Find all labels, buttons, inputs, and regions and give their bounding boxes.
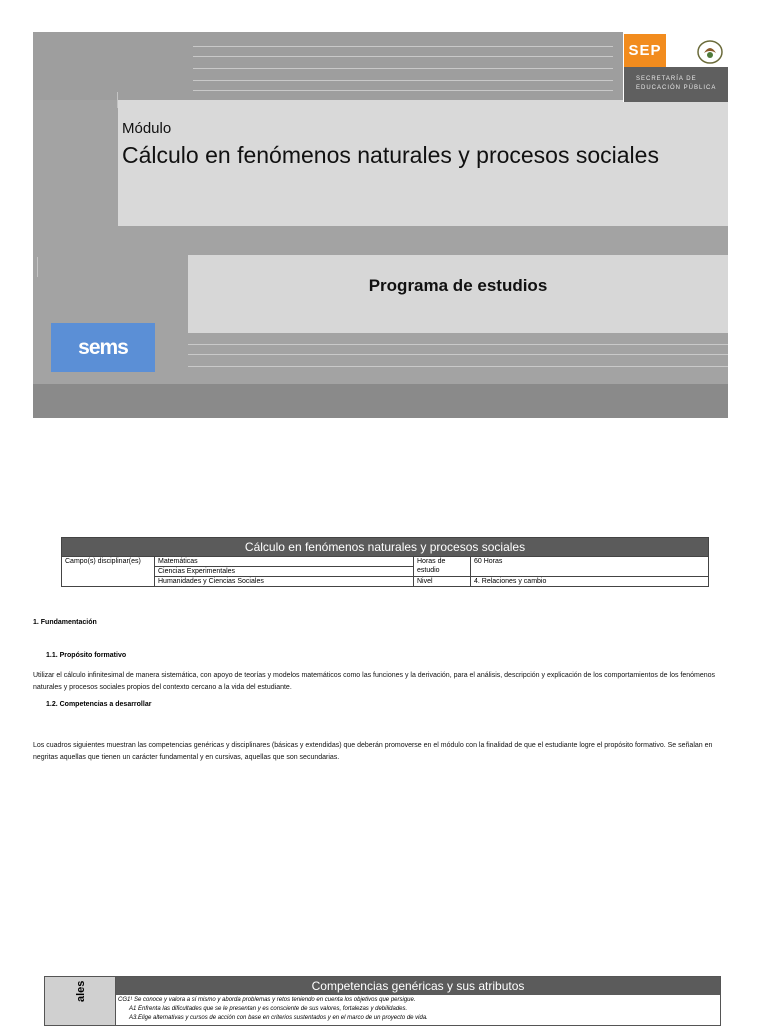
section-heading: 1. Fundamentación xyxy=(33,619,97,626)
mexican-emblem-icon xyxy=(695,37,725,65)
modulo-label: Módulo xyxy=(122,120,172,137)
nivel-label: Nivel xyxy=(414,577,471,587)
decor-line xyxy=(193,68,613,69)
competencia-line: A3.Elige alternativas y cursos de acción con base en criterios sustentados y en el marco de un proyecto de vida. xyxy=(129,1015,428,1021)
campo-value: Matemáticas xyxy=(155,557,414,567)
competencias-table xyxy=(44,976,721,1026)
module-info-table xyxy=(61,537,709,587)
decor-line xyxy=(193,90,613,91)
decor-line xyxy=(193,80,613,81)
decor-line xyxy=(193,46,613,47)
bottom-band xyxy=(33,384,728,418)
subsection-heading: 1.2. Competencias a desarrollar xyxy=(46,701,152,708)
campo-value: Humanidades y Ciencias Sociales xyxy=(155,577,414,587)
horas-value: 60 Horas xyxy=(471,557,709,577)
sep-subtitle-line2: EDUCACIÓN PÚBLICA xyxy=(636,85,717,91)
sep-subtitle-line1: SECRETARÍA DE xyxy=(636,76,697,82)
competencia-line: A1 Enfrenta las dificultades que se le presentan y es consciente de sus valores, fortalezas y debilidades. xyxy=(129,1006,408,1012)
competencias-side-label xyxy=(45,977,116,1025)
competencias-header: Competencias genéricas y sus atributos xyxy=(116,977,720,995)
decor-line xyxy=(193,56,613,57)
competencia-line: CG1¹ Se conoce y valora a sí mismo y aborda problemas y retos teniendo en cuenta los objetivos que persigue. xyxy=(118,997,416,1003)
info-table-header: Cálculo en fenómenos naturales y procesos sociales xyxy=(62,538,709,557)
campo-value: Ciencias Experimentales xyxy=(155,567,414,577)
decor-line xyxy=(188,366,728,367)
program-label: Programa de estudios xyxy=(368,276,548,295)
decor-line xyxy=(188,354,728,355)
decor-line xyxy=(188,344,728,345)
module-title: Cálculo en fenómenos naturales y procesos sociales xyxy=(122,142,659,168)
competencias-paragraph: Los cuadros siguientes muestran las competencias genéricas y disciplinares (básicas y extendidas) que deberán promoverse en el módulo con la finalidad de que el estudiante logre el propósito formativo. Se señalan en negritas aquellas que tienen un carácter fundamental y en cursivas, aquellas que son secundarias. xyxy=(33,742,713,761)
nivel-value: 4. Relaciones y cambio xyxy=(471,577,709,587)
sems-logo: sems xyxy=(51,323,155,372)
sep-logo-text: SEP xyxy=(624,34,666,67)
decor-line xyxy=(37,257,38,277)
horas-label: Horas de estudio xyxy=(414,557,471,577)
side-label-text: ales xyxy=(75,980,87,1002)
purpose-paragraph: Utilizar el cálculo infinitesimal de manera sistemática, con apoyo de teorías y modelos matemáticos como las funciones y la derivación, para el análisis, descripción y explicación de los comportamientos de los fenómenos naturales y procesos sociales propios del contexto cercano a la vida del estudiante. xyxy=(33,672,716,691)
cover-banner xyxy=(33,32,728,418)
sep-subtitle xyxy=(624,67,728,102)
campo-label: Campo(s) disciplinar(es) xyxy=(62,557,155,587)
subsection-heading: 1.1. Propósito formativo xyxy=(46,652,127,659)
